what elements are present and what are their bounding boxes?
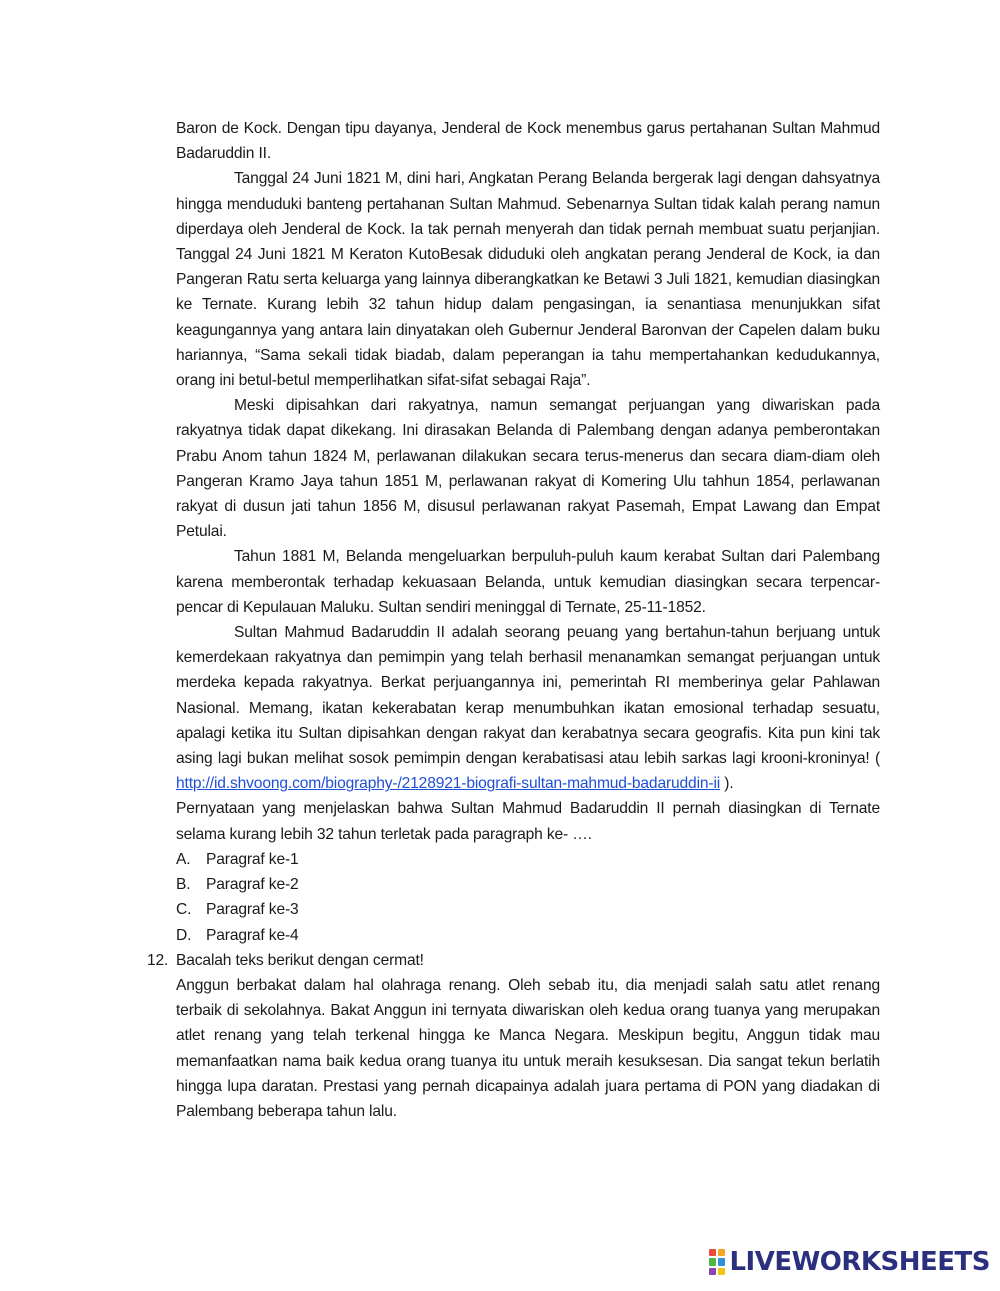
option-letter: A. <box>176 850 191 868</box>
question-12 <box>147 948 880 1124</box>
question-12-instruction: Bacalah teks berikut dengan cermat! <box>176 951 424 969</box>
source-close: ). <box>724 775 734 793</box>
option-letter: D. <box>176 926 192 944</box>
option-text: Paragraf ke-2 <box>206 876 299 894</box>
paragraph-1: Baron de Kock. Dengan tipu dayanya, Jenderal de Kock menembus garus pertahanan Sultan Mahmud Badaruddin II. <box>176 120 880 163</box>
option-d[interactable] <box>176 923 880 948</box>
paragraph-5 <box>176 620 880 796</box>
question-text: Pernyataan yang menjelaskan bahwa Sultan Mahmud Badaruddin II pernah diasingkan di Ternate selama kurang lebih 32 tahun terletak pada paragraph ke- …. <box>176 800 880 843</box>
paragraph-5-text: Sultan Mahmud Badaruddin II adalah seorang peuang yang bertahun-tahun berjuang untuk kemerdekaan rakyatnya dan pemimpin yang telah berhasil menanamkan semangat perjuangan untuk merdeka kepada rakyatnya. Berkat perjuangannya ini, pemerintah RI memberinya gelar Pahlawan Nasional. Memang, ikatan kekerabatan kerap menumbuhkan ikatan emosional terhadap sesuatu, apalagi ketika itu Sultan dipisahkan dengan rakyat dan kerabatnya secara geografis. Kita pun kini tak asing lagi bukan melihat sosok pemimpin dengan kerabatisasi atau lebih sarkas lagi krooni-kroninya! ( <box>176 624 880 768</box>
answer-options <box>176 847 880 948</box>
liveworksheets-logo[interactable] <box>709 1247 990 1277</box>
logo-text: LIVEWORKSHEETS <box>729 1247 990 1277</box>
logo-blocks-icon <box>709 1249 725 1275</box>
option-text: Paragraf ke-3 <box>206 901 299 919</box>
question-number: 12. <box>147 951 169 969</box>
paragraph-2: Tanggal 24 Juni 1821 M, dini hari, Angkatan Perang Belanda bergerak lagi dengan dahsyatnya hingga menduduki banteng pertahanan Sultan Mahmud. Sebenarnya Sultan tidak kalah perang namun diperdaya oleh Jenderal de Kock. Ia tak pernah menyerah dan tidak pernah membuat suatu perjanjian. Tanggal 24 Juni 1821 M Keraton KutoBesak diduduki oleh angkatan perang Jenderal de Kock, ia dan Pangeran Ratu serta keluarga yang lainnya diberangkatkan ke Betawi 3 Juli 1821, kemudian diasingkan ke Ternate. Kurang lebih 32 tahun hidup dalam pengasingan, ia senantiasa menunjukkan sifat keagungannya yang antara lain dinyatakan oleh Gubernur Jenderal Baronvan der Capelen dalam buku hariannya, “Sama sekali tidak biadab, dalam peperangan ia tahu mempertahankan kedudukannya, orang ini betul-betul memperlihatkan sifat-sifat sebagai Raja”. <box>176 170 880 390</box>
option-a[interactable] <box>176 847 880 872</box>
document-body <box>147 116 880 1124</box>
option-letter: C. <box>176 901 192 919</box>
source-link[interactable]: http://id.shvoong.com/biography-/2128921-biografi-sultan-mahmud-badaruddin-ii <box>176 775 721 793</box>
option-text: Paragraf ke-1 <box>206 850 299 868</box>
option-c[interactable] <box>176 897 880 922</box>
option-text: Paragraf ke-4 <box>206 926 299 944</box>
paragraph-4: Tahun 1881 M, Belanda mengeluarkan berpuluh-puluh kaum kerabat Sultan dari Palembang karena memberontak terhadap kekuasaan Belanda, untuk kemudian diasingkan secara terpencar-pencar di Kepulauan Maluku. Sultan sendiri meninggal di Ternate, 25-11-1852. <box>176 548 880 616</box>
question-12-passage: Anggun berbakat dalam hal olahraga renang. Oleh sebab itu, dia menjadi salah satu atlet renang terbaik di sekolahnya. Bakat Anggun ini ternyata diwariskan oleh kedua orang tuanya yang merupakan atlet renang yang telah terkenal hingga ke Manca Negara. Meskipun begitu, Anggun tidak mau memanfaatkan nama baik kedua orang tuanya itu untuk meraih kesuksesan. Dia sangat tekun berlatih hingga lupa daratan. Prestasi yang pernah dicapainya adalah juara pertama di PON yang diadakan di Palembang beberapa tahun lalu. <box>176 976 880 1120</box>
option-b[interactable] <box>176 872 880 897</box>
option-letter: B. <box>176 876 191 894</box>
paragraph-3: Meski dipisahkan dari rakyatnya, namun semangat perjuangan yang diwariskan pada rakyatnya tidak dapat dikekang. Ini dirasakan Belanda di Palembang dengan adanya pemberontakan Prabu Anom tahun 1824 M, perlawanan dilakukan secara terus-menerus dan secara diam-diam oleh Pangeran Kramo Jaya tahun 1851 M, perlawanan rakyat di Komering Ulu tahhun 1854, perlawanan rakyat di dusun jati tahun 1856 M, disusul perlawanan rakyat Pasemah, Empat Lawang dan Empat Petulai. <box>176 397 880 541</box>
